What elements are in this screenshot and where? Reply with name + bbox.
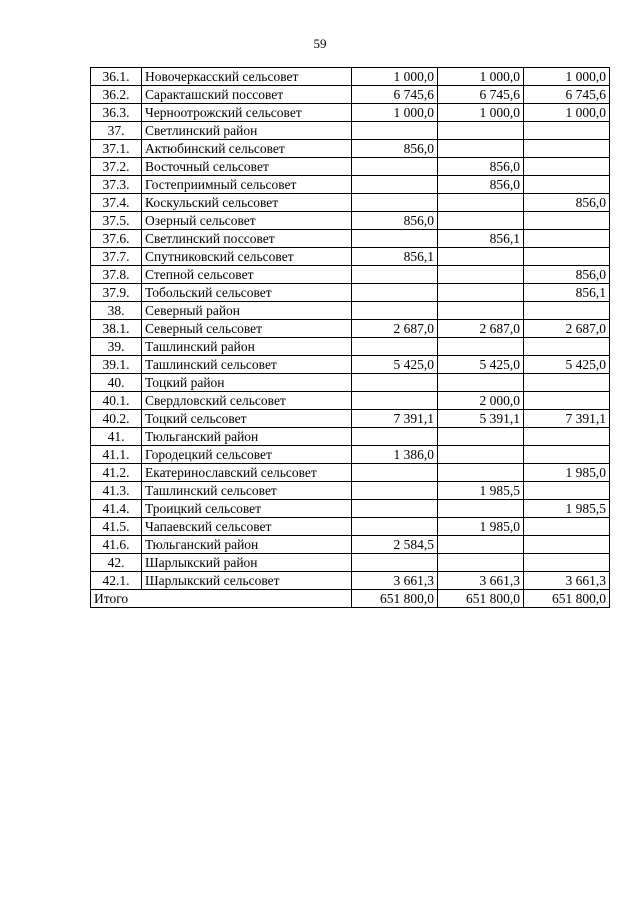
table-row bbox=[91, 572, 610, 590]
row-name: Гостеприимный сельсовет bbox=[142, 176, 352, 194]
table-row bbox=[91, 500, 610, 518]
row-number: 41.4. bbox=[91, 500, 142, 518]
row-number: 41.6. bbox=[91, 536, 142, 554]
row-name: Тоцкий район bbox=[142, 374, 352, 392]
row-name: Екатеринославский сельсовет bbox=[142, 464, 352, 482]
row-value-3 bbox=[524, 536, 610, 554]
row-value-1: 6 745,6 bbox=[352, 86, 438, 104]
row-value-3: 6 745,6 bbox=[524, 86, 610, 104]
row-value-2 bbox=[438, 428, 524, 446]
row-value-1: 2 584,5 bbox=[352, 536, 438, 554]
row-value-2: 1 000,0 bbox=[438, 68, 524, 86]
row-value-3 bbox=[524, 392, 610, 410]
row-value-1 bbox=[352, 482, 438, 500]
row-value-2 bbox=[438, 500, 524, 518]
table-row bbox=[91, 446, 610, 464]
row-name: Спутниковский сельсовет bbox=[142, 248, 352, 266]
row-value-2: 1 000,0 bbox=[438, 104, 524, 122]
row-name: Светлинский район bbox=[142, 122, 352, 140]
row-number: 39. bbox=[91, 338, 142, 356]
row-value-3 bbox=[524, 374, 610, 392]
row-value-1 bbox=[352, 500, 438, 518]
row-value-3: 1 985,0 bbox=[524, 464, 610, 482]
row-number: 36.2. bbox=[91, 86, 142, 104]
row-name: Новочеркасский сельсовет bbox=[142, 68, 352, 86]
row-value-2 bbox=[438, 446, 524, 464]
table-row bbox=[91, 68, 610, 86]
row-value-3 bbox=[524, 554, 610, 572]
table-row bbox=[91, 194, 610, 212]
row-number: 41.5. bbox=[91, 518, 142, 536]
row-value-2: 856,0 bbox=[438, 158, 524, 176]
table-row bbox=[91, 248, 610, 266]
table-row bbox=[91, 176, 610, 194]
row-value-3 bbox=[524, 518, 610, 536]
table-row bbox=[91, 482, 610, 500]
row-value-3: 2 687,0 bbox=[524, 320, 610, 338]
page-number: 59 bbox=[313, 36, 327, 51]
row-value-3 bbox=[524, 212, 610, 230]
row-number: 42.1. bbox=[91, 572, 142, 590]
table-body bbox=[91, 68, 610, 590]
row-value-1 bbox=[352, 428, 438, 446]
row-value-1 bbox=[352, 302, 438, 320]
total-value-2: 651 800,0 bbox=[438, 590, 524, 608]
row-value-1 bbox=[352, 230, 438, 248]
row-value-3: 1 985,5 bbox=[524, 500, 610, 518]
row-value-1: 856,1 bbox=[352, 248, 438, 266]
row-number: 36.1. bbox=[91, 68, 142, 86]
row-value-3 bbox=[524, 230, 610, 248]
row-value-2: 5 391,1 bbox=[438, 410, 524, 428]
row-value-2: 856,1 bbox=[438, 230, 524, 248]
row-name: Шарлыкский сельсовет bbox=[142, 572, 352, 590]
row-name: Саракташский поссовет bbox=[142, 86, 352, 104]
row-name: Светлинский поссовет bbox=[142, 230, 352, 248]
row-name: Троицкий сельсовет bbox=[142, 500, 352, 518]
row-name: Черноотрожский сельсовет bbox=[142, 104, 352, 122]
row-value-3: 856,0 bbox=[524, 194, 610, 212]
row-value-2 bbox=[438, 194, 524, 212]
row-value-1: 856,0 bbox=[352, 140, 438, 158]
row-number: 37.4. bbox=[91, 194, 142, 212]
row-name: Шарлыкский район bbox=[142, 554, 352, 572]
row-value-1 bbox=[352, 554, 438, 572]
row-name: Тоцкий сельсовет bbox=[142, 410, 352, 428]
row-value-2 bbox=[438, 302, 524, 320]
row-value-1 bbox=[352, 464, 438, 482]
row-value-2: 856,0 bbox=[438, 176, 524, 194]
row-value-1 bbox=[352, 122, 438, 140]
row-value-2: 2 687,0 bbox=[438, 320, 524, 338]
row-number: 36.3. bbox=[91, 104, 142, 122]
table-row bbox=[91, 158, 610, 176]
row-name: Актюбинский сельсовет bbox=[142, 140, 352, 158]
table-row bbox=[91, 338, 610, 356]
row-value-1: 2 687,0 bbox=[352, 320, 438, 338]
table-row bbox=[91, 428, 610, 446]
row-value-2: 3 661,3 bbox=[438, 572, 524, 590]
row-value-3 bbox=[524, 446, 610, 464]
row-value-1: 1 386,0 bbox=[352, 446, 438, 464]
table-row bbox=[91, 284, 610, 302]
row-name: Городецкий сельсовет bbox=[142, 446, 352, 464]
row-value-1 bbox=[352, 176, 438, 194]
row-number: 42. bbox=[91, 554, 142, 572]
table-row bbox=[91, 230, 610, 248]
row-value-3 bbox=[524, 302, 610, 320]
table-row bbox=[91, 464, 610, 482]
table-row bbox=[91, 86, 610, 104]
row-value-3 bbox=[524, 248, 610, 266]
row-number: 39.1. bbox=[91, 356, 142, 374]
row-value-1: 7 391,1 bbox=[352, 410, 438, 428]
row-value-3 bbox=[524, 428, 610, 446]
row-number: 38. bbox=[91, 302, 142, 320]
row-value-2 bbox=[438, 266, 524, 284]
table-row bbox=[91, 320, 610, 338]
row-number: 37.3. bbox=[91, 176, 142, 194]
row-name: Ташлинский сельсовет bbox=[142, 356, 352, 374]
allocation-table bbox=[90, 67, 610, 608]
row-value-2: 1 985,5 bbox=[438, 482, 524, 500]
row-value-1 bbox=[352, 392, 438, 410]
row-value-2 bbox=[438, 554, 524, 572]
table-row bbox=[91, 104, 610, 122]
row-number: 37.7. bbox=[91, 248, 142, 266]
row-name: Ташлинский сельсовет bbox=[142, 482, 352, 500]
row-value-3 bbox=[524, 482, 610, 500]
row-number: 37.8. bbox=[91, 266, 142, 284]
row-value-3: 856,1 bbox=[524, 284, 610, 302]
row-number: 37.9. bbox=[91, 284, 142, 302]
total-value-1: 651 800,0 bbox=[352, 590, 438, 608]
row-value-2 bbox=[438, 338, 524, 356]
row-value-3: 5 425,0 bbox=[524, 356, 610, 374]
row-number: 37.6. bbox=[91, 230, 142, 248]
row-value-1 bbox=[352, 158, 438, 176]
table-row bbox=[91, 266, 610, 284]
row-name: Северный район bbox=[142, 302, 352, 320]
row-number: 37. bbox=[91, 122, 142, 140]
row-value-3: 1 000,0 bbox=[524, 104, 610, 122]
row-value-3 bbox=[524, 140, 610, 158]
row-number: 37.5. bbox=[91, 212, 142, 230]
row-value-2 bbox=[438, 122, 524, 140]
row-number: 41.3. bbox=[91, 482, 142, 500]
row-value-1 bbox=[352, 266, 438, 284]
row-name: Тобольский сельсовет bbox=[142, 284, 352, 302]
row-name: Коскульский сельсовет bbox=[142, 194, 352, 212]
row-value-2 bbox=[438, 248, 524, 266]
row-value-2 bbox=[438, 464, 524, 482]
table-row bbox=[91, 554, 610, 572]
row-name: Тюльганский район bbox=[142, 536, 352, 554]
row-number: 41.2. bbox=[91, 464, 142, 482]
row-name: Озерный сельсовет bbox=[142, 212, 352, 230]
table-row bbox=[91, 356, 610, 374]
row-value-3: 1 000,0 bbox=[524, 68, 610, 86]
row-value-3 bbox=[524, 176, 610, 194]
table-row bbox=[91, 410, 610, 428]
row-value-1 bbox=[352, 374, 438, 392]
table-row bbox=[91, 122, 610, 140]
row-value-2: 6 745,6 bbox=[438, 86, 524, 104]
row-value-2: 5 425,0 bbox=[438, 356, 524, 374]
row-value-2 bbox=[438, 374, 524, 392]
row-number: 40. bbox=[91, 374, 142, 392]
row-value-3: 3 661,3 bbox=[524, 572, 610, 590]
row-value-1: 856,0 bbox=[352, 212, 438, 230]
table-row bbox=[91, 392, 610, 410]
table-row bbox=[91, 374, 610, 392]
row-value-1 bbox=[352, 518, 438, 536]
row-number: 40.2. bbox=[91, 410, 142, 428]
row-value-1 bbox=[352, 284, 438, 302]
row-number: 38.1. bbox=[91, 320, 142, 338]
row-name: Степной сельсовет bbox=[142, 266, 352, 284]
row-name: Ташлинский район bbox=[142, 338, 352, 356]
row-value-1: 5 425,0 bbox=[352, 356, 438, 374]
row-value-3 bbox=[524, 158, 610, 176]
row-value-3: 856,0 bbox=[524, 266, 610, 284]
table-row bbox=[91, 302, 610, 320]
row-name: Северный сельсовет bbox=[142, 320, 352, 338]
row-name: Тюльганский район bbox=[142, 428, 352, 446]
row-name: Чапаевский сельсовет bbox=[142, 518, 352, 536]
table-row bbox=[91, 536, 610, 554]
total-label: Итого bbox=[91, 590, 352, 608]
total-value-3: 651 800,0 bbox=[524, 590, 610, 608]
row-value-1 bbox=[352, 338, 438, 356]
row-value-3 bbox=[524, 122, 610, 140]
table-row bbox=[91, 518, 610, 536]
row-value-3: 7 391,1 bbox=[524, 410, 610, 428]
row-value-2: 1 985,0 bbox=[438, 518, 524, 536]
row-number: 37.1. bbox=[91, 140, 142, 158]
row-value-1: 1 000,0 bbox=[352, 104, 438, 122]
row-number: 40.1. bbox=[91, 392, 142, 410]
table-row bbox=[91, 212, 610, 230]
row-value-2: 2 000,0 bbox=[438, 392, 524, 410]
row-value-1 bbox=[352, 194, 438, 212]
row-value-2 bbox=[438, 284, 524, 302]
table-row bbox=[91, 140, 610, 158]
row-value-1: 3 661,3 bbox=[352, 572, 438, 590]
row-number: 41. bbox=[91, 428, 142, 446]
row-value-2 bbox=[438, 212, 524, 230]
row-value-3 bbox=[524, 338, 610, 356]
row-number: 37.2. bbox=[91, 158, 142, 176]
total-row bbox=[91, 590, 610, 608]
row-value-1: 1 000,0 bbox=[352, 68, 438, 86]
row-number: 41.1. bbox=[91, 446, 142, 464]
row-name: Восточный сельсовет bbox=[142, 158, 352, 176]
row-name: Свердловский сельсовет bbox=[142, 392, 352, 410]
row-value-2 bbox=[438, 536, 524, 554]
row-value-2 bbox=[438, 140, 524, 158]
